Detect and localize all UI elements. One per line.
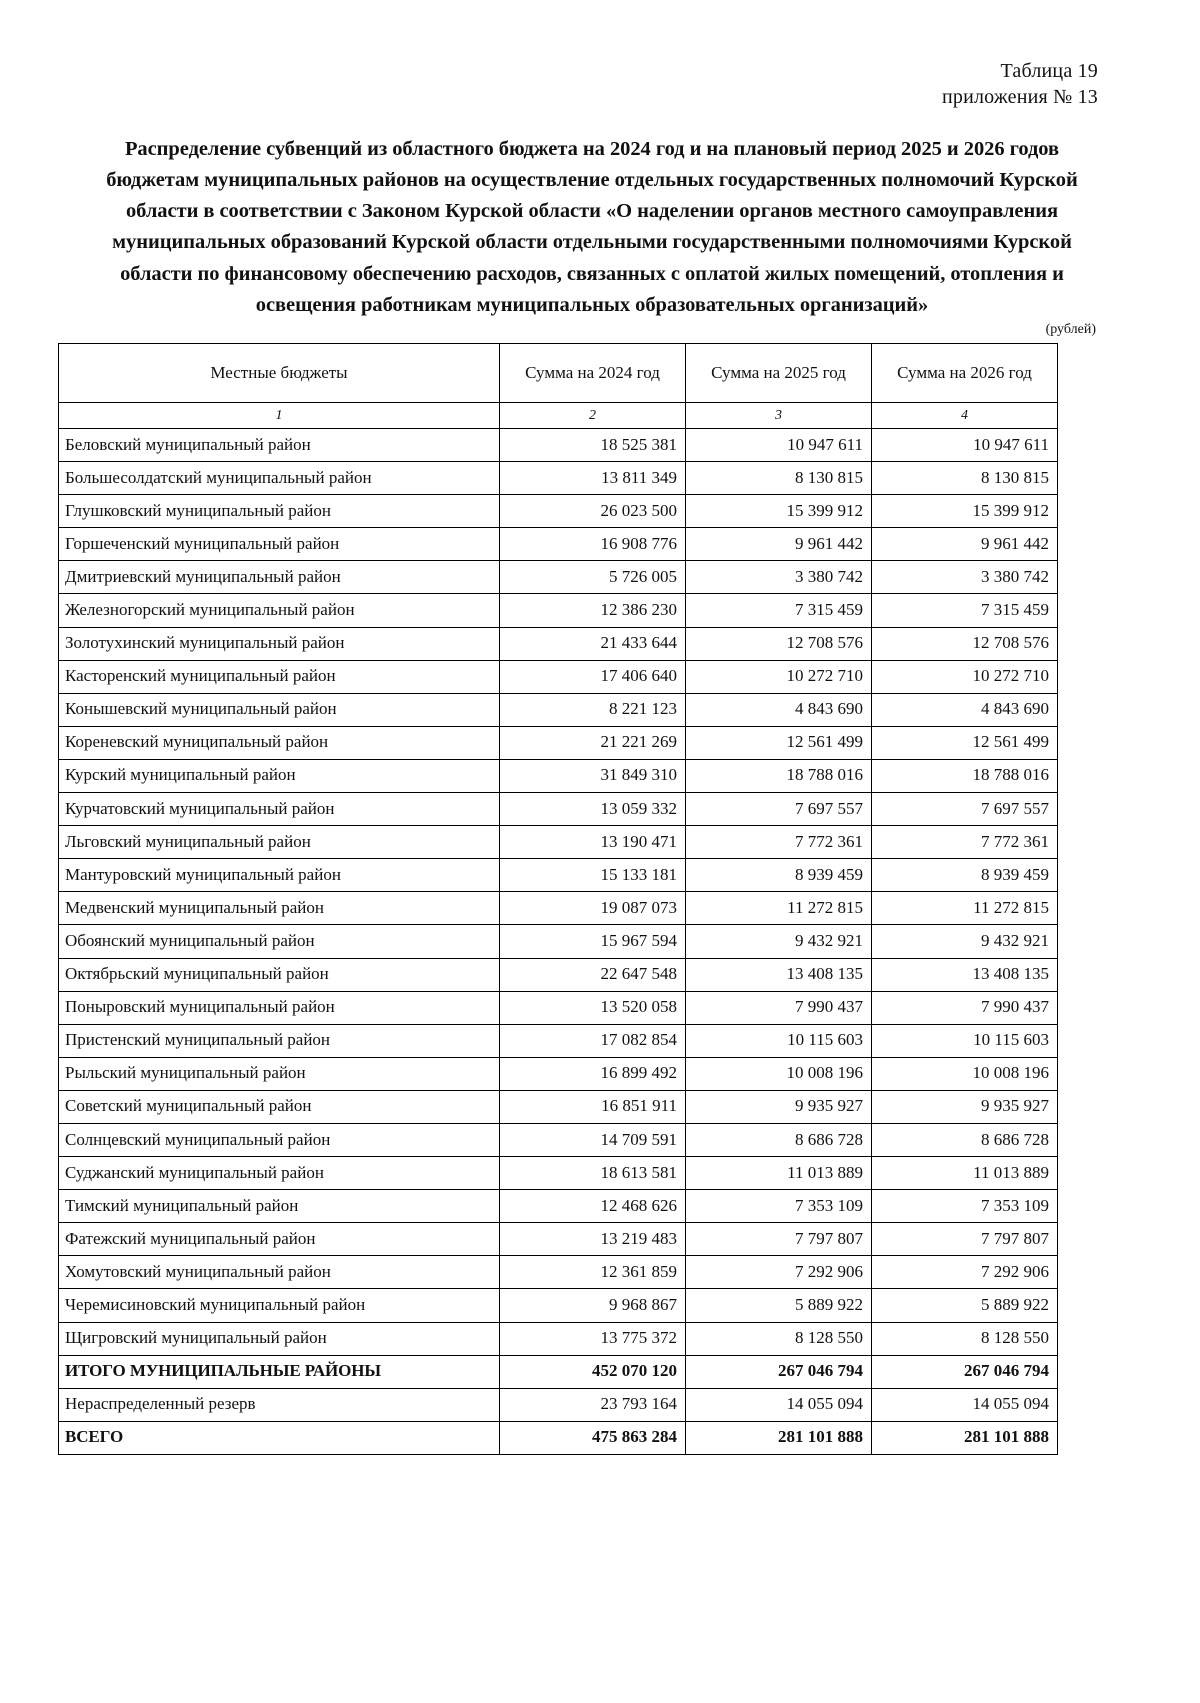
column-header-2026: Сумма на 2026 год bbox=[872, 344, 1058, 403]
row-name: Мантуровский муниципальный район bbox=[59, 859, 500, 892]
row-name: Обоянский муниципальный район bbox=[59, 925, 500, 958]
table-row bbox=[59, 1157, 1058, 1190]
row-value-2024: 452 070 120 bbox=[500, 1355, 686, 1388]
row-value-2025: 9 961 442 bbox=[686, 528, 872, 561]
column-number-1: 1 bbox=[59, 403, 500, 429]
row-value-2026: 9 935 927 bbox=[872, 1090, 1058, 1123]
row-value-2024: 23 793 164 bbox=[500, 1388, 686, 1421]
row-name: ИТОГО МУНИЦИПАЛЬНЫЕ РАЙОНЫ bbox=[59, 1355, 500, 1388]
row-name: Щигровский муниципальный район bbox=[59, 1322, 500, 1355]
budget-table-container bbox=[58, 343, 1057, 1455]
row-value-2025: 9 935 927 bbox=[686, 1090, 872, 1123]
table-row bbox=[59, 1322, 1058, 1355]
row-value-2026: 10 008 196 bbox=[872, 1057, 1058, 1090]
row-name: Рыльский муниципальный район bbox=[59, 1057, 500, 1090]
row-value-2024: 18 613 581 bbox=[500, 1157, 686, 1190]
row-name: ВСЕГО bbox=[59, 1421, 500, 1454]
row-value-2024: 19 087 073 bbox=[500, 892, 686, 925]
row-value-2026: 12 561 499 bbox=[872, 726, 1058, 759]
row-value-2024: 31 849 310 bbox=[500, 759, 686, 792]
table-row bbox=[59, 1256, 1058, 1289]
row-value-2025: 281 101 888 bbox=[686, 1421, 872, 1454]
row-value-2025: 11 013 889 bbox=[686, 1157, 872, 1190]
row-value-2024: 8 221 123 bbox=[500, 693, 686, 726]
row-value-2025: 7 292 906 bbox=[686, 1256, 872, 1289]
row-value-2025: 3 380 742 bbox=[686, 561, 872, 594]
row-name: Поныровский муниципальный район bbox=[59, 991, 500, 1024]
row-value-2025: 267 046 794 bbox=[686, 1355, 872, 1388]
table-row bbox=[59, 958, 1058, 991]
row-value-2024: 26 023 500 bbox=[500, 495, 686, 528]
row-name: Медвенский муниципальный район bbox=[59, 892, 500, 925]
row-value-2025: 18 788 016 bbox=[686, 759, 872, 792]
row-value-2026: 3 380 742 bbox=[872, 561, 1058, 594]
row-value-2026: 10 272 710 bbox=[872, 660, 1058, 693]
row-value-2024: 13 059 332 bbox=[500, 793, 686, 826]
row-name: Дмитриевский муниципальный район bbox=[59, 561, 500, 594]
row-value-2024: 13 811 349 bbox=[500, 462, 686, 495]
caption-appendix-number: приложения № 13 bbox=[941, 86, 1098, 109]
row-name: Черемисиновский муниципальный район bbox=[59, 1289, 500, 1322]
row-value-2026: 15 399 912 bbox=[872, 495, 1058, 528]
row-value-2025: 7 697 557 bbox=[686, 793, 872, 826]
row-value-2025: 8 128 550 bbox=[686, 1322, 872, 1355]
row-value-2024: 13 190 471 bbox=[500, 826, 686, 859]
table-row bbox=[59, 1190, 1058, 1223]
row-value-2025: 7 772 361 bbox=[686, 826, 872, 859]
table-row bbox=[59, 627, 1058, 660]
row-value-2024: 15 967 594 bbox=[500, 925, 686, 958]
row-value-2026: 7 315 459 bbox=[872, 594, 1058, 627]
row-name: Курчатовский муниципальный район bbox=[59, 793, 500, 826]
table-row bbox=[59, 759, 1058, 792]
row-value-2025: 10 115 603 bbox=[686, 1024, 872, 1057]
row-value-2024: 16 908 776 bbox=[500, 528, 686, 561]
row-value-2026: 7 292 906 bbox=[872, 1256, 1058, 1289]
column-number-3: 3 bbox=[686, 403, 872, 429]
row-value-2024: 15 133 181 bbox=[500, 859, 686, 892]
row-value-2024: 16 851 911 bbox=[500, 1090, 686, 1123]
row-value-2024: 5 726 005 bbox=[500, 561, 686, 594]
row-value-2026: 11 272 815 bbox=[872, 892, 1058, 925]
table-row bbox=[59, 1388, 1058, 1421]
row-value-2025: 14 055 094 bbox=[686, 1388, 872, 1421]
table-row bbox=[59, 462, 1058, 495]
table-row bbox=[59, 1090, 1058, 1123]
table-row bbox=[59, 495, 1058, 528]
row-value-2026: 9 961 442 bbox=[872, 528, 1058, 561]
row-value-2026: 12 708 576 bbox=[872, 627, 1058, 660]
table-row bbox=[59, 991, 1058, 1024]
row-name: Большесолдатский муниципальный район bbox=[59, 462, 500, 495]
row-value-2025: 5 889 922 bbox=[686, 1289, 872, 1322]
row-value-2024: 13 775 372 bbox=[500, 1322, 686, 1355]
table-row bbox=[59, 429, 1058, 462]
column-number-4: 4 bbox=[872, 403, 1058, 429]
table-body bbox=[59, 429, 1058, 1455]
row-value-2026: 4 843 690 bbox=[872, 693, 1058, 726]
caption-table-number: Таблица 19 bbox=[1000, 60, 1098, 82]
row-value-2025: 10 947 611 bbox=[686, 429, 872, 462]
row-value-2026: 267 046 794 bbox=[872, 1355, 1058, 1388]
row-value-2024: 13 520 058 bbox=[500, 991, 686, 1024]
table-row bbox=[59, 826, 1058, 859]
row-name: Фатежский муниципальный район bbox=[59, 1223, 500, 1256]
budget-table bbox=[58, 343, 1058, 1455]
table-row bbox=[59, 793, 1058, 826]
row-value-2025: 8 686 728 bbox=[686, 1123, 872, 1156]
row-name: Нераспределенный резерв bbox=[59, 1388, 500, 1421]
column-header-2024: Сумма на 2024 год bbox=[500, 344, 686, 403]
row-value-2025: 7 353 109 bbox=[686, 1190, 872, 1223]
row-name: Касторенский муниципальный район bbox=[59, 660, 500, 693]
table-row bbox=[59, 693, 1058, 726]
table-header-row bbox=[59, 344, 1058, 403]
row-name: Льговский муниципальный район bbox=[59, 826, 500, 859]
table-row bbox=[59, 892, 1058, 925]
row-name: Железногорский муниципальный район bbox=[59, 594, 500, 627]
table-row bbox=[59, 561, 1058, 594]
table-row bbox=[59, 594, 1058, 627]
units-note: (рублей) bbox=[1045, 322, 1096, 337]
row-value-2025: 7 315 459 bbox=[686, 594, 872, 627]
row-value-2025: 12 561 499 bbox=[686, 726, 872, 759]
row-name: Конышевский муниципальный район bbox=[59, 693, 500, 726]
row-value-2025: 15 399 912 bbox=[686, 495, 872, 528]
row-name: Хомутовский муниципальный район bbox=[59, 1256, 500, 1289]
row-value-2025: 8 939 459 bbox=[686, 859, 872, 892]
row-value-2025: 4 843 690 bbox=[686, 693, 872, 726]
row-value-2024: 12 386 230 bbox=[500, 594, 686, 627]
row-value-2026: 8 939 459 bbox=[872, 859, 1058, 892]
row-name: Кореневский муниципальный район bbox=[59, 726, 500, 759]
page-title: Распределение субвенций из областного бюджета на 2024 год и на плановый период 2025 и 2026 годов бюджетам муниципальных районов на осуществление отдельных государственных полномочий Курской области в соответствии с Законом Курской области «О наделении органов местного самоуправления муниципальных образований Курской области отдельными государственными полномочиями Курской области по финансовому обеспечению расходов, связанных с оплатой жилых помещений, отопления и освещения работникам муниципальных образовательных организаций» bbox=[106, 138, 1078, 316]
table-row bbox=[59, 1355, 1058, 1388]
row-value-2026: 7 990 437 bbox=[872, 991, 1058, 1024]
row-value-2026: 9 432 921 bbox=[872, 925, 1058, 958]
table-row bbox=[59, 1123, 1058, 1156]
row-value-2025: 7 990 437 bbox=[686, 991, 872, 1024]
row-value-2026: 8 130 815 bbox=[872, 462, 1058, 495]
row-name: Золотухинский муниципальный район bbox=[59, 627, 500, 660]
row-name: Глушковский муниципальный район bbox=[59, 495, 500, 528]
row-value-2026: 7 772 361 bbox=[872, 826, 1058, 859]
row-value-2026: 18 788 016 bbox=[872, 759, 1058, 792]
table-numbering-row bbox=[59, 403, 1058, 429]
row-value-2026: 10 115 603 bbox=[872, 1024, 1058, 1057]
row-name: Советский муниципальный район bbox=[59, 1090, 500, 1123]
row-value-2024: 18 525 381 bbox=[500, 429, 686, 462]
row-value-2026: 5 889 922 bbox=[872, 1289, 1058, 1322]
row-value-2026: 7 697 557 bbox=[872, 793, 1058, 826]
row-value-2024: 12 468 626 bbox=[500, 1190, 686, 1223]
row-value-2025: 11 272 815 bbox=[686, 892, 872, 925]
table-row bbox=[59, 660, 1058, 693]
row-value-2024: 22 647 548 bbox=[500, 958, 686, 991]
table-head bbox=[59, 344, 1058, 429]
row-value-2025: 9 432 921 bbox=[686, 925, 872, 958]
table-row bbox=[59, 1024, 1058, 1057]
row-value-2026: 14 055 094 bbox=[872, 1388, 1058, 1421]
row-value-2024: 475 863 284 bbox=[500, 1421, 686, 1454]
row-value-2026: 281 101 888 bbox=[872, 1421, 1058, 1454]
row-value-2024: 14 709 591 bbox=[500, 1123, 686, 1156]
table-row bbox=[59, 1421, 1058, 1454]
row-value-2024: 9 968 867 bbox=[500, 1289, 686, 1322]
row-value-2024: 16 899 492 bbox=[500, 1057, 686, 1090]
row-value-2026: 10 947 611 bbox=[872, 429, 1058, 462]
column-header-2025: Сумма на 2025 год bbox=[686, 344, 872, 403]
row-value-2025: 7 797 807 bbox=[686, 1223, 872, 1256]
row-value-2025: 10 272 710 bbox=[686, 660, 872, 693]
row-value-2026: 7 353 109 bbox=[872, 1190, 1058, 1223]
row-value-2024: 17 406 640 bbox=[500, 660, 686, 693]
table-row bbox=[59, 528, 1058, 561]
row-value-2026: 8 128 550 bbox=[872, 1322, 1058, 1355]
row-value-2024: 21 221 269 bbox=[500, 726, 686, 759]
row-value-2025: 12 708 576 bbox=[686, 627, 872, 660]
table-row bbox=[59, 1057, 1058, 1090]
row-value-2024: 21 433 644 bbox=[500, 627, 686, 660]
table-row bbox=[59, 726, 1058, 759]
table-row bbox=[59, 925, 1058, 958]
row-value-2024: 13 219 483 bbox=[500, 1223, 686, 1256]
table-row bbox=[59, 859, 1058, 892]
row-name: Октябрьский муниципальный район bbox=[59, 958, 500, 991]
row-value-2026: 8 686 728 bbox=[872, 1123, 1058, 1156]
row-name: Тимский муниципальный район bbox=[59, 1190, 500, 1223]
row-value-2024: 12 361 859 bbox=[500, 1256, 686, 1289]
document-caption bbox=[942, 58, 1098, 111]
row-name: Суджанский муниципальный район bbox=[59, 1157, 500, 1190]
column-number-2: 2 bbox=[500, 403, 686, 429]
row-name: Курский муниципальный район bbox=[59, 759, 500, 792]
row-value-2024: 17 082 854 bbox=[500, 1024, 686, 1057]
row-name: Солнцевский муниципальный район bbox=[59, 1123, 500, 1156]
row-value-2025: 13 408 135 bbox=[686, 958, 872, 991]
row-name: Горшеченский муниципальный район bbox=[59, 528, 500, 561]
row-name: Беловский муниципальный район bbox=[59, 429, 500, 462]
row-value-2026: 13 408 135 bbox=[872, 958, 1058, 991]
column-header-name: Местные бюджеты bbox=[59, 344, 500, 403]
table-row bbox=[59, 1223, 1058, 1256]
row-value-2025: 8 130 815 bbox=[686, 462, 872, 495]
row-value-2025: 10 008 196 bbox=[686, 1057, 872, 1090]
row-name: Пристенский муниципальный район bbox=[59, 1024, 500, 1057]
row-value-2026: 7 797 807 bbox=[872, 1223, 1058, 1256]
row-value-2026: 11 013 889 bbox=[872, 1157, 1058, 1190]
table-row bbox=[59, 1289, 1058, 1322]
